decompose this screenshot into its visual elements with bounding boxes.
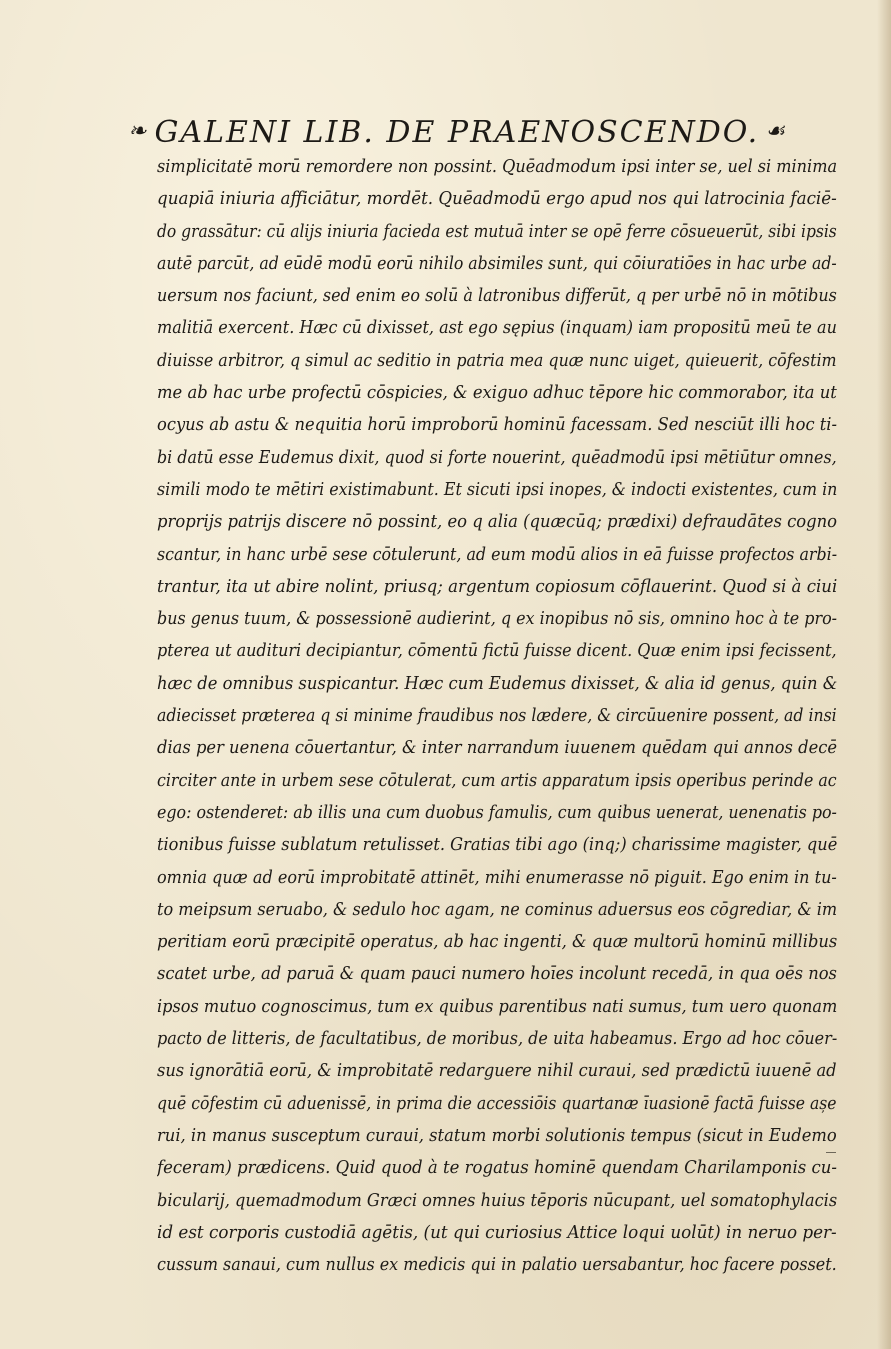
text-line: adiecisset præterea q si minime fraudibus nos lædere, & circūuenire possent, ad insi [157, 706, 837, 727]
text-line: simplicitatē morū remordere non possint. Quēadmodum ipsi inter se, uel si minima [157, 157, 837, 177]
text-line: quē cōfestim cū aduenissē, in prima die accessiōis quartanæ īuasionē factā fuisse așe [157, 1093, 837, 1114]
text-line: ego: ostenderet: ab illis una cum duobus famulis, cum quibus uenerat, uenenatis po- [157, 802, 837, 823]
text-line: proprijs patrijs discere nō possint, eo q alia (quæcūq; prædixi) defraudātes cogno [157, 512, 837, 533]
text-line: hæc de omnibus suspicantur. Hæc cum Eudemus dixisset, & alia id genus, quin & [157, 673, 837, 694]
text-line: simili modo te mētiri existimabunt. Et sicuti ipsi inopes, & indocti existentes, cum in [157, 479, 837, 500]
text-line: me ab hac urbe profectū cōspicies, & exiguo adhuc tēpore hic commorabor, ita ut [157, 383, 837, 404]
running-header [128, 112, 828, 152]
text-line: scatet urbe, ad paruā & quam pauci numero hoīes incolunt recedā, in qua oēs nos [157, 964, 837, 985]
running-title: GALENI LIB. DE PRAENOSCENDO. [154, 114, 760, 150]
text-line: trantur, ita ut abire nolint, priusq; argentum copiosum cōflauerint. Quod si à ciui [157, 576, 837, 597]
text-line: malitiā exercent. Hæc cū dixisset, ast ego sępius (inquam) iam propositū meū te au [157, 318, 837, 339]
text-line: rui, in manus susceptum curaui, statum morbi solutionis tempus (sicut in Eudemo [157, 1125, 837, 1146]
text-line: dias per uenena cōuertantur, & inter narrandum iuuenem quēdam qui annos decē [157, 738, 837, 759]
text-line: cussum sanaui, cum nullus ex medicis qui in palatio uersabantur, hoc facere posset. [157, 1255, 837, 1276]
text-line: ipsos mutuo cognoscimus, tum ex quibus parentibus nati sumus, tum uero quonam [157, 996, 837, 1017]
text-line: pterea ut audituri decipiantur, cōmentū fictū fuisse dicent. Quæ enim ipsi fecissent, [157, 641, 837, 662]
text-line: bus genus tuum, & possessionē audierint, q ex inopibus nō sis, omnino hoc à te pro- [157, 609, 837, 630]
text-line: to meipsum seruabo, & sedulo hoc agam, ne cominus aduersus eos cōgrediar, & im [157, 899, 837, 920]
fleuron-left-icon: ❧ [128, 119, 147, 144]
text-line: feceram) prædicens. Quid quod à te rogatus hominē quendam Charilamponis cu- [157, 1158, 837, 1179]
text-line: autē parcūt, ad eūdē modū eorū nihilo absimiles sunt, qui cōiuratiōes in hac urbe ad- [157, 253, 837, 274]
text-line: circiter ante in urbem sese cōtulerat, cum artis apparatum ipsis operibus perinde ac [157, 770, 837, 791]
text-line: quapiā iniuria afficiātur, mordēt. Quēadmodū ergo apud nos qui latrocinia faciē- [157, 189, 837, 210]
text-line: do grassātur: cū alijs iniuria facieda est mutuā inter se opē ferre cōsueuerūt, sibi ipsis [157, 221, 837, 242]
fleuron-right-icon: ☙ [765, 119, 785, 144]
text-line: sus ignorātiā eorū, & improbitatē redarguere nihil curaui, sed prædictū iuuenē ad [157, 1061, 837, 1082]
text-line: uersum nos faciunt, sed enim eo solū à latronibus differūt, q per urbē nō in mōtibus [157, 286, 837, 307]
text-line: diuisse arbitror, q simul ac seditio in patria mea quæ nunc uiget, quieuerit, cōfestim [157, 350, 837, 371]
text-line: scantur, in hanc urbē sese cōtulerunt, ad eum modū alios in eā fuisse profectos arbi- [157, 544, 837, 565]
line-end-mark [826, 1152, 836, 1153]
text-line: ocyus ab astu & nequitia horū improborū hominū facessam. Sed nesciūt illi hoc ti- [157, 415, 837, 436]
text-line: id est corporis custodiā agētis, (ut qui curiosius Attice loqui uolūt) in neruo per- [157, 1222, 837, 1243]
text-line: bi datū esse Eudemus dixit, quod si forte nouerint, quēadmodū ipsi mētiūtur omnes, [157, 447, 837, 468]
text-line: peritiam eorū præcipitē operatus, ab hac ingenti, & quæ multorū hominū millibus [157, 932, 837, 953]
text-line: omnia quæ ad eorū improbitatē attinēt, mihi enumerasse nō piguit. Ego enim in tu- [157, 867, 837, 888]
text-line: bicularij, quemadmodum Græci omnes huius tēporis nūcupant, uel somatophylacis [157, 1190, 837, 1211]
page-edge-shadow [877, 0, 891, 1349]
body-text [157, 151, 837, 1281]
text-line: pacto de litteris, de facultatibus, de moribus, de uita habeamus. Ergo ad hoc cōuer- [157, 1029, 837, 1050]
text-line: tionibus fuisse sublatum retulisset. Gratias tibi ago (inq;) charissime magister, quē [157, 835, 837, 856]
